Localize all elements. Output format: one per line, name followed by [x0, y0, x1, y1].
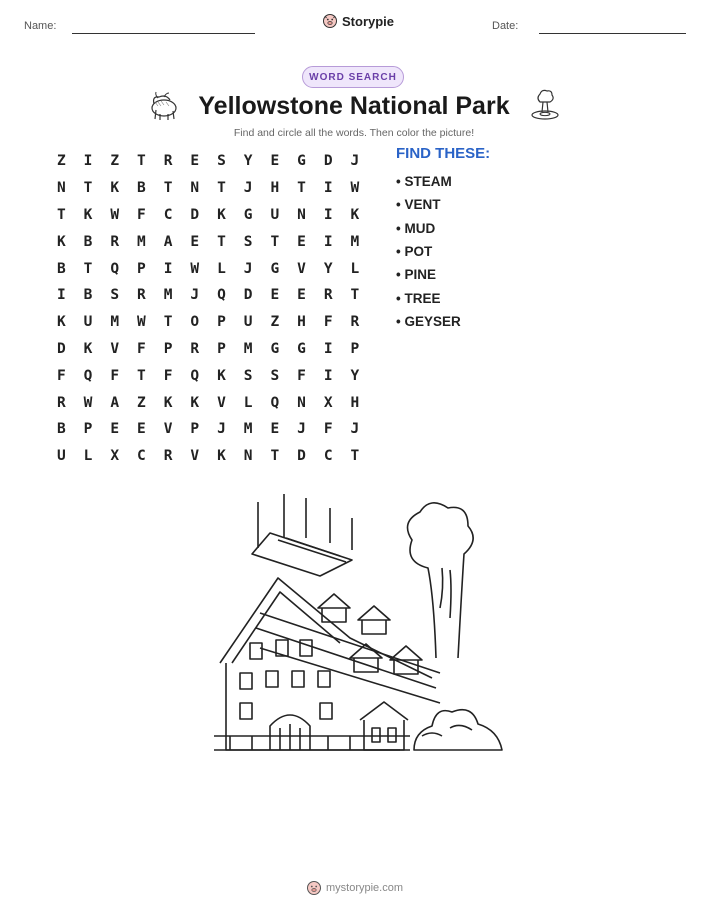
grid-letter[interactable]: E: [190, 153, 200, 170]
grid-letter[interactable]: J: [243, 260, 253, 277]
word-item: • PINE: [396, 267, 436, 283]
grid-letter[interactable]: V: [190, 448, 200, 465]
grid-letter[interactable]: N: [297, 394, 306, 411]
footer-url[interactable]: mystorypie.com: [326, 882, 404, 894]
grid-letter[interactable]: T: [297, 180, 306, 197]
grid-letter[interactable]: T: [270, 233, 280, 250]
grid-letter[interactable]: K: [83, 340, 93, 357]
grid-letter[interactable]: M: [350, 233, 360, 250]
grid-letter[interactable]: O: [190, 314, 200, 331]
grid-letter[interactable]: P: [217, 314, 226, 331]
bison-icon: [146, 90, 180, 122]
grid-letter[interactable]: R: [56, 394, 66, 411]
grid-letter[interactable]: M: [137, 233, 146, 250]
grid-letter[interactable]: K: [110, 180, 120, 197]
grid-letter[interactable]: E: [270, 153, 280, 170]
grid-letter[interactable]: T: [217, 180, 226, 197]
grid-letter[interactable]: F: [110, 367, 120, 384]
grid-letter[interactable]: V: [297, 260, 306, 277]
grid-letter[interactable]: E: [137, 421, 146, 438]
grid-letter[interactable]: U: [56, 448, 66, 465]
grid-letter[interactable]: P: [350, 340, 360, 357]
grid-letter[interactable]: W: [110, 206, 120, 223]
grid-letter[interactable]: X: [110, 448, 120, 465]
grid-letter[interactable]: U: [83, 314, 93, 331]
grid-letter[interactable]: E: [297, 233, 306, 250]
grid-letter[interactable]: Z: [270, 314, 280, 331]
grid-letter[interactable]: T: [83, 260, 93, 277]
grid-letter[interactable]: R: [137, 287, 146, 304]
grid-letter[interactable]: F: [297, 367, 306, 384]
word-item: • GEYSER: [396, 313, 461, 329]
grid-letter[interactable]: R: [190, 340, 200, 357]
grid-letter[interactable]: F: [323, 314, 333, 331]
grid-letter[interactable]: N: [297, 206, 306, 223]
grid-letter[interactable]: B: [83, 287, 93, 304]
grid-letter[interactable]: L: [350, 260, 360, 277]
grid-letter[interactable]: F: [323, 421, 333, 438]
grid-letter[interactable]: R: [163, 448, 173, 465]
grid-letter[interactable]: K: [56, 233, 66, 250]
grid-letter[interactable]: D: [243, 287, 253, 304]
grid-letter[interactable]: K: [56, 314, 66, 331]
word-item: • POT: [396, 244, 433, 260]
grid-letter[interactable]: F: [56, 367, 66, 384]
grid-letter[interactable]: S: [270, 367, 280, 384]
grid-letter[interactable]: P: [83, 421, 93, 438]
grid-letter[interactable]: K: [190, 394, 200, 411]
grid-letter[interactable]: L: [243, 394, 253, 411]
grid-letter[interactable]: D: [297, 448, 306, 465]
grid-letter[interactable]: G: [243, 206, 253, 223]
footer: [306, 880, 403, 896]
grid-letter[interactable]: D: [56, 340, 66, 357]
grid-letter[interactable]: N: [56, 180, 66, 197]
grid-letter[interactable]: F: [137, 340, 146, 357]
grid-letter[interactable]: P: [137, 260, 146, 277]
grid-letter[interactable]: I: [323, 180, 333, 197]
name-label: Name:: [24, 20, 57, 32]
grid-letter[interactable]: G: [270, 340, 280, 357]
grid-letter[interactable]: T: [137, 153, 146, 170]
grid-letter[interactable]: C: [163, 206, 173, 223]
grid-letter[interactable]: S: [110, 287, 120, 304]
grid-letter[interactable]: J: [350, 153, 360, 170]
grid-letter[interactable]: I: [83, 153, 93, 170]
grid-letter[interactable]: R: [163, 153, 173, 170]
grid-letter[interactable]: D: [190, 206, 200, 223]
word-item: • MUD: [396, 220, 436, 236]
grid-letter[interactable]: S: [243, 367, 253, 384]
grid-letter[interactable]: R: [110, 233, 120, 250]
grid-letter[interactable]: M: [243, 421, 253, 438]
grid-letter[interactable]: A: [110, 394, 120, 411]
grid-letter[interactable]: J: [350, 421, 360, 438]
grid-letter[interactable]: N: [190, 180, 200, 197]
geyser-icon: [528, 88, 562, 122]
grid-letter[interactable]: Q: [110, 260, 120, 277]
brand-logo: [322, 13, 394, 29]
lodge-geyser-coloring-illustration[interactable]: [200, 488, 510, 763]
grid-letter[interactable]: V: [163, 421, 173, 438]
word-search-badge: WORD SEARCH: [302, 66, 404, 88]
grid-letter[interactable]: W: [137, 314, 146, 331]
instructions: Find and circle all the words. Then color the picture!: [233, 127, 475, 139]
pig-mascot-icon: [306, 880, 322, 896]
grid-letter[interactable]: S: [217, 153, 226, 170]
grid-letter[interactable]: B: [56, 260, 66, 277]
grid-letter[interactable]: Q: [217, 287, 226, 304]
grid-letter[interactable]: W: [190, 260, 200, 277]
grid-letter[interactable]: P: [217, 340, 226, 357]
grid-letter[interactable]: G: [297, 340, 306, 357]
grid-letter[interactable]: Y: [350, 367, 360, 384]
grid-letter[interactable]: Y: [323, 260, 333, 277]
word-item: • VENT: [396, 197, 441, 213]
grid-letter[interactable]: I: [323, 340, 333, 357]
grid-letter[interactable]: C: [323, 448, 333, 465]
grid-letter[interactable]: G: [270, 260, 280, 277]
grid-letter[interactable]: J: [190, 287, 200, 304]
grid-letter[interactable]: Z: [137, 394, 146, 411]
grid-letter[interactable]: L: [83, 448, 93, 465]
grid-letter[interactable]: Z: [56, 153, 66, 170]
grid-letter[interactable]: V: [110, 340, 120, 357]
grid-letter[interactable]: K: [217, 206, 226, 223]
grid-letter[interactable]: M: [110, 314, 120, 331]
grid-letter[interactable]: T: [83, 180, 93, 197]
grid-letter[interactable]: P: [190, 421, 200, 438]
grid-letter[interactable]: S: [243, 233, 253, 250]
grid-letter[interactable]: M: [243, 340, 253, 357]
grid-letter[interactable]: E: [270, 421, 280, 438]
grid-letter[interactable]: J: [243, 180, 253, 197]
pig-mascot-icon: [322, 13, 338, 29]
grid-letter[interactable]: J: [217, 421, 226, 438]
grid-letter[interactable]: I: [56, 287, 66, 304]
grid-letter[interactable]: Q: [83, 367, 93, 384]
word-list: [396, 170, 461, 333]
grid-letter[interactable]: I: [323, 367, 333, 384]
grid-letter[interactable]: C: [137, 448, 146, 465]
grid-letter[interactable]: R: [350, 314, 360, 331]
grid-letter[interactable]: K: [163, 394, 173, 411]
grid-letter[interactable]: I: [323, 206, 333, 223]
grid-letter[interactable]: B: [137, 180, 146, 197]
grid-letter[interactable]: U: [243, 314, 253, 331]
grid-letter[interactable]: H: [350, 394, 360, 411]
grid-letter[interactable]: K: [83, 206, 93, 223]
grid-letter[interactable]: W: [350, 180, 360, 197]
grid-letter[interactable]: K: [350, 206, 360, 223]
grid-letter[interactable]: W: [83, 394, 93, 411]
word-item: • TREE: [396, 290, 441, 306]
grid-letter[interactable]: B: [56, 421, 66, 438]
grid-letter[interactable]: G: [297, 153, 306, 170]
grid-letter[interactable]: A: [163, 233, 173, 250]
date-line[interactable]: [539, 33, 686, 34]
page-title: Yellowstone National Park: [198, 92, 510, 120]
grid-letter[interactable]: L: [217, 260, 226, 277]
grid-letter[interactable]: T: [163, 180, 173, 197]
find-these-heading: FIND THESE:: [396, 145, 491, 162]
word-item: • STEAM: [396, 174, 452, 190]
grid-letter[interactable]: T: [56, 206, 66, 223]
grid-letter[interactable]: Q: [270, 394, 280, 411]
grid-letter[interactable]: K: [217, 448, 226, 465]
grid-letter[interactable]: T: [350, 287, 360, 304]
grid-letter[interactable]: E: [297, 287, 306, 304]
grid-letter[interactable]: F: [137, 206, 146, 223]
grid-letter[interactable]: U: [270, 206, 280, 223]
grid-letter[interactable]: E: [270, 287, 280, 304]
date-label: Date:: [492, 20, 519, 32]
grid-letter[interactable]: E: [190, 233, 200, 250]
grid-letter[interactable]: N: [243, 448, 253, 465]
grid-letter[interactable]: H: [270, 180, 280, 197]
grid-letter[interactable]: R: [323, 287, 333, 304]
grid-letter[interactable]: T: [217, 233, 226, 250]
grid-letter[interactable]: P: [163, 340, 173, 357]
grid-letter[interactable]: K: [217, 367, 226, 384]
grid-letter[interactable]: D: [323, 153, 333, 170]
grid-letter[interactable]: X: [323, 394, 333, 411]
grid-letter[interactable]: E: [110, 421, 120, 438]
grid-letter[interactable]: V: [217, 394, 226, 411]
letter-grid[interactable]: [48, 148, 368, 470]
grid-letter[interactable]: J: [297, 421, 306, 438]
grid-letter[interactable]: H: [297, 314, 306, 331]
grid-letter[interactable]: T: [137, 367, 146, 384]
grid-letter[interactable]: F: [163, 367, 173, 384]
grid-letter[interactable]: B: [83, 233, 93, 250]
grid-letter[interactable]: M: [163, 287, 173, 304]
grid-letter[interactable]: Q: [190, 367, 200, 384]
grid-letter[interactable]: Y: [243, 153, 253, 170]
grid-letter[interactable]: I: [323, 233, 333, 250]
grid-letter[interactable]: T: [163, 314, 173, 331]
grid-letter[interactable]: Z: [110, 153, 120, 170]
grid-letter[interactable]: T: [350, 448, 360, 465]
grid-letter[interactable]: I: [163, 260, 173, 277]
brand-name: Storypie: [342, 13, 395, 29]
name-line[interactable]: [72, 33, 255, 34]
grid-letter[interactable]: T: [270, 448, 280, 465]
